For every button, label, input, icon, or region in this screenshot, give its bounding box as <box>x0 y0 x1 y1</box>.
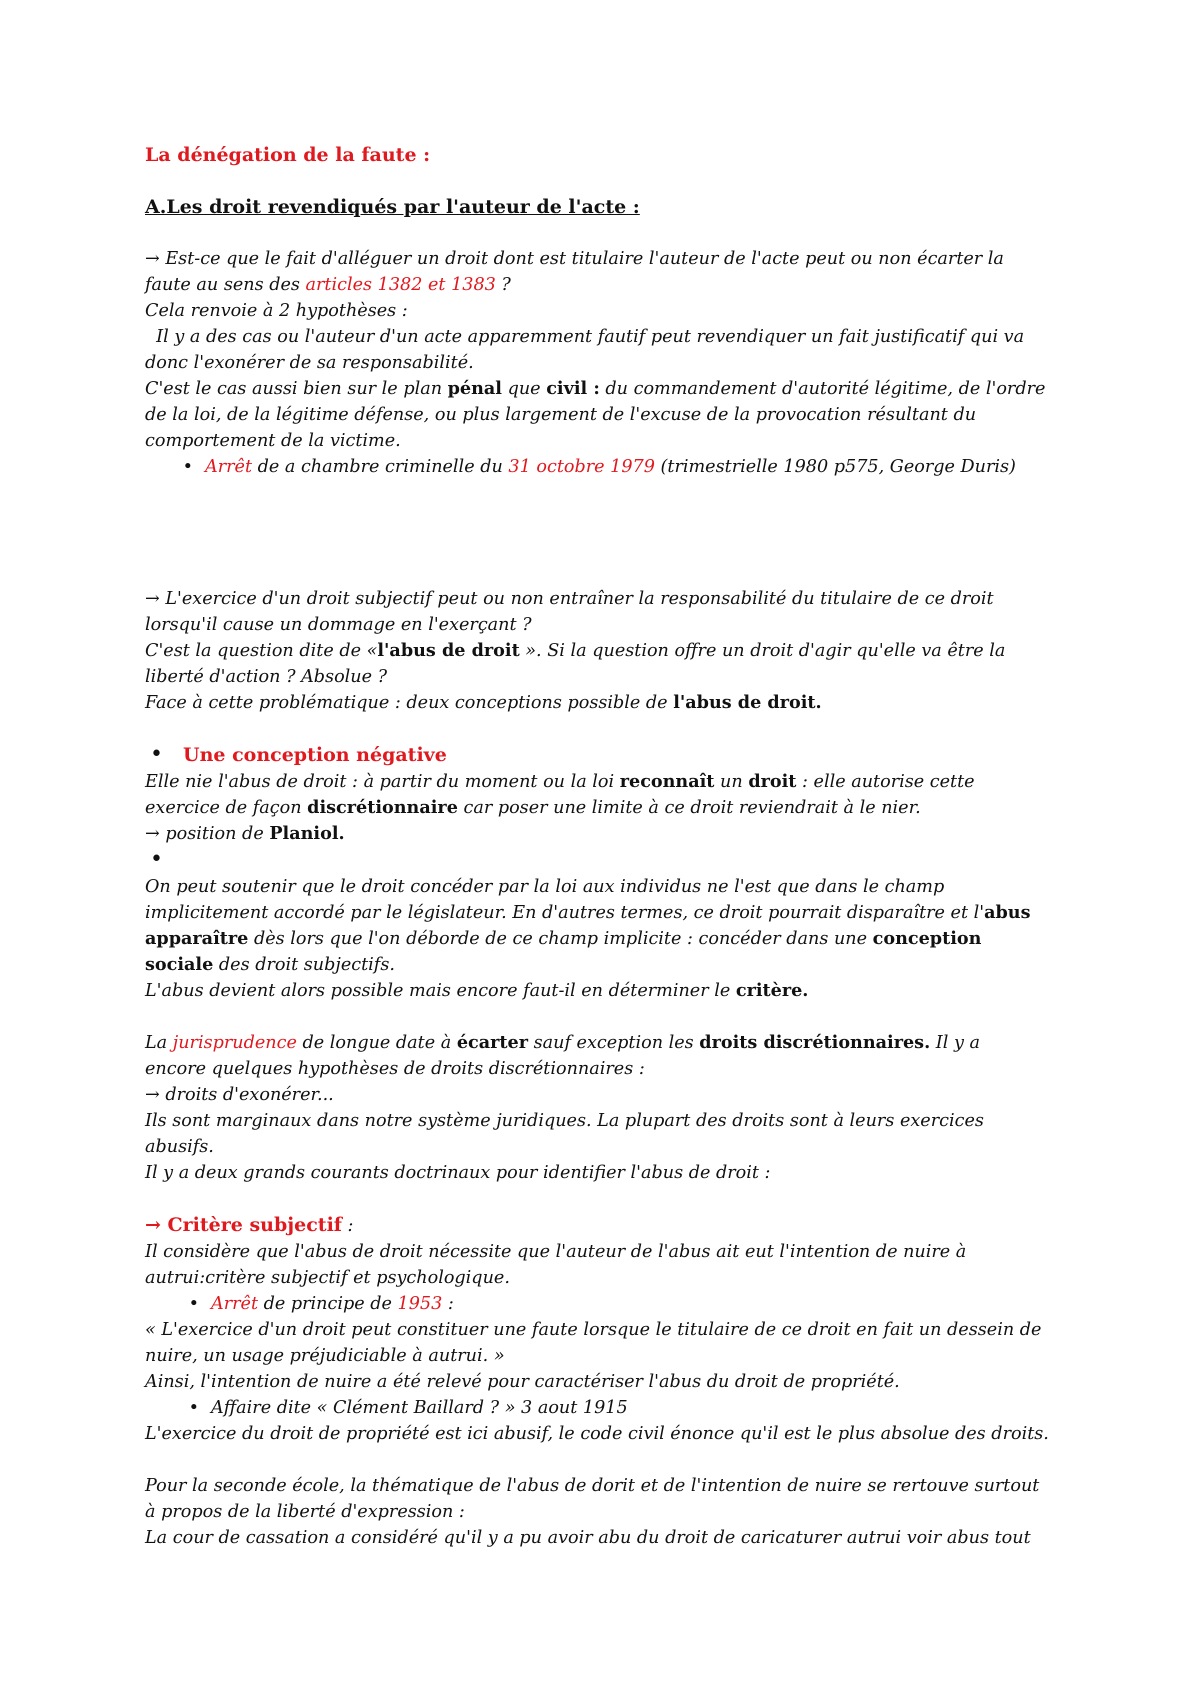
bold-term: écarter <box>456 1032 528 1053</box>
bullet-item <box>131 454 1075 480</box>
paragraph-4 <box>145 1030 1075 1186</box>
text: dès lors que l'on déborde de ce champ implicite : concéder dans une <box>248 929 873 949</box>
bold-term: civil : <box>546 378 600 399</box>
p2-line: liberté d'action ? Absolue ? <box>145 667 388 687</box>
text: C'est le cas aussi bien sur le plan <box>145 379 448 399</box>
bold-term: droit <box>748 771 797 792</box>
text: Face à cette problématique : deux conceptions possible de <box>145 693 674 713</box>
p4-line: Ils sont marginaux dans notre système juridiques. La plupart des droits sont à leurs exercices <box>145 1111 984 1131</box>
p4-line: encore quelques hypothèses de droits discrétionnaires : <box>145 1059 645 1079</box>
bold-term: Planiol. <box>269 823 345 844</box>
subheading-text: → Critère subjectif <box>145 1214 342 1236</box>
p4-line: abusifs. <box>145 1137 214 1157</box>
conception-negative <box>145 742 1075 874</box>
p3-line <box>145 978 1075 1004</box>
text: C'est la question dite de « <box>145 641 378 661</box>
bullet-icon: • <box>150 742 163 767</box>
p1-line: de la loi, de la légitime défense, ou plus largement de l'excuse de la provocation résultant du <box>145 405 977 425</box>
section-a-title: A.Les droit revendiqués par l'auteur de l'acte : <box>145 196 640 218</box>
p3-line <box>145 900 1075 926</box>
text: Affaire dite « Clément Baillard ? » 3 aout 1915 <box>211 1398 628 1418</box>
p2-line: → L'exercice d'un droit subjectif peut ou non entraîner la responsabilité du titulaire de ce droit <box>145 589 994 609</box>
text: de longue date à <box>296 1033 457 1053</box>
text: Il y a <box>930 1033 981 1053</box>
text: : <box>442 1294 454 1314</box>
cn-line <box>145 769 1075 795</box>
bold-term: l'abus de droit <box>377 640 520 661</box>
p4-line <box>145 1030 1075 1056</box>
bullet-item <box>145 1395 1075 1421</box>
document-page <box>145 142 1075 1551</box>
cs-line: nuire, un usage préjudiciable à autrui. » <box>145 1346 505 1366</box>
cs-line: L'exercice du droit de propriété est ici abusif, le code civil énonce qu'il est le plus absolue des droits. <box>145 1424 1049 1444</box>
p4-line: → droits d'exonérer... <box>145 1085 334 1105</box>
subheading <box>129 742 1075 769</box>
text: La <box>145 1033 173 1053</box>
text: jurisprudence <box>172 1033 297 1053</box>
text: car poser une limite à ce droit reviendrait à le nier. <box>457 798 921 818</box>
p2-line: lorsqu'il cause un dommage en l'exerçant ? <box>145 615 532 635</box>
text: des droit subjectifs. <box>213 955 395 975</box>
p1-line: donc l'exonérer de sa responsabilité. <box>145 353 474 373</box>
cn-line <box>145 821 1075 847</box>
bold-term: abus <box>984 902 1031 923</box>
text: 31 octobre 1979 <box>508 457 655 477</box>
bold-term: l'abus de droit. <box>673 692 822 713</box>
bold-term: droits discrétionnaires. <box>699 1032 931 1053</box>
text: exercice de façon <box>145 798 308 818</box>
p3-line <box>145 926 1075 952</box>
text: (trimestrielle 1980 p575, George Duris) <box>654 457 1016 477</box>
text: un <box>714 772 749 792</box>
text: de principe de <box>258 1294 398 1314</box>
text: 1953 <box>397 1294 443 1314</box>
bullet-icon: • <box>188 1294 199 1314</box>
text: L'abus devient alors possible mais encore faut-il en déterminer le <box>145 981 736 1001</box>
text: sauf exception les <box>528 1033 700 1053</box>
bold-term: conception <box>872 928 982 949</box>
text: Arrêt <box>205 457 253 477</box>
p1-line: Il y a des cas ou l'auteur d'un acte apparemment fautif peut revendiquer un fait justificatif qui va <box>145 327 1025 347</box>
text: faute au sens des <box>145 275 306 295</box>
cs-line: Ainsi, l'intention de nuire a été relevé pour caractériser l'abus du droit de propriété. <box>145 1372 900 1392</box>
bullet-icon: • <box>188 1398 199 1418</box>
text: : elle autorise cette <box>796 772 975 792</box>
text: que <box>502 379 547 399</box>
p2-line <box>145 690 1075 716</box>
p1-line <box>145 376 1075 402</box>
text: → position de <box>145 824 270 844</box>
cs-line: Il considère que l'abus de droit nécessite que l'auteur de l'abus ait eut l'intention de nuire à <box>145 1242 967 1262</box>
p5-line: à propos de la liberté d'expression : <box>145 1502 465 1522</box>
bold-term: reconnaît <box>619 771 715 792</box>
p1-line: Cela renvoie à 2 hypothèses : <box>145 301 408 321</box>
text: de a chambre criminelle du <box>252 457 509 477</box>
text: Arrêt <box>211 1294 259 1314</box>
p3-line <box>145 952 1075 978</box>
subheading <box>145 1212 1075 1239</box>
paragraph-5 <box>145 1473 1075 1551</box>
text: du commandement d'autorité légitime, de l'ordre <box>599 379 1046 399</box>
cs-line: « L'exercice d'un droit peut constituer une faute lorsque le titulaire de ce droit en fait un dessein de <box>145 1320 1042 1340</box>
paragraph-1 <box>145 246 1075 480</box>
p5-line: La cour de cassation a considéré qu'il y a pu avoir abu du droit de caricaturer autrui voir abus tout <box>145 1528 1031 1548</box>
bold-term: critère. <box>735 980 809 1001</box>
bullet-icon: • <box>182 457 193 477</box>
bold-term: pénal <box>447 378 502 399</box>
bullet-icon: • <box>150 847 163 872</box>
p1-line: → Est-ce que le fait d'alléguer un droit dont est titulaire l'auteur de l'acte peut ou non écarter la <box>145 249 1004 269</box>
bullet-item <box>145 1291 1075 1317</box>
subheading-text: Une conception négative <box>183 744 447 766</box>
text: implicitement accordé par le législateur. En d'autres termes, ce droit pourrait disparaître et l' <box>145 903 985 923</box>
text: ? <box>495 275 511 295</box>
heading: La dénégation de la faute : <box>145 144 431 166</box>
cn-line <box>145 795 1075 821</box>
bold-term: sociale <box>145 954 214 975</box>
p2-line <box>145 638 1075 664</box>
text: ». Si la question offre un droit d'agir qu'elle va être la <box>519 641 1006 661</box>
p5-line: Pour la seconde école, la thématique de l'abus de dorit et de l'intention de nuire se rertouve surtout <box>145 1476 1040 1496</box>
empty-bullet <box>129 847 1075 874</box>
text: Elle nie l'abus de droit : à partir du moment ou la loi <box>145 772 620 792</box>
p3-line: On peut soutenir que le droit concéder par la loi aux individus ne l'est que dans le champ <box>145 877 945 897</box>
p1-line: comportement de la victime. <box>145 431 401 451</box>
p4-line: Il y a deux grands courants doctrinaux pour identifier l'abus de droit : <box>145 1163 771 1183</box>
paragraph-2 <box>145 586 1075 716</box>
cs-line: autrui:critère subjectif et psychologique. <box>145 1268 510 1288</box>
p1-line <box>145 272 1075 298</box>
articles-ref: articles 1382 et 1383 <box>305 275 496 295</box>
paragraph-3 <box>145 874 1075 1004</box>
text: : <box>341 1216 354 1236</box>
bold-term: apparaître <box>145 928 249 949</box>
critere-subjectif <box>145 1212 1075 1447</box>
bold-term: discrétionnaire <box>307 797 458 818</box>
